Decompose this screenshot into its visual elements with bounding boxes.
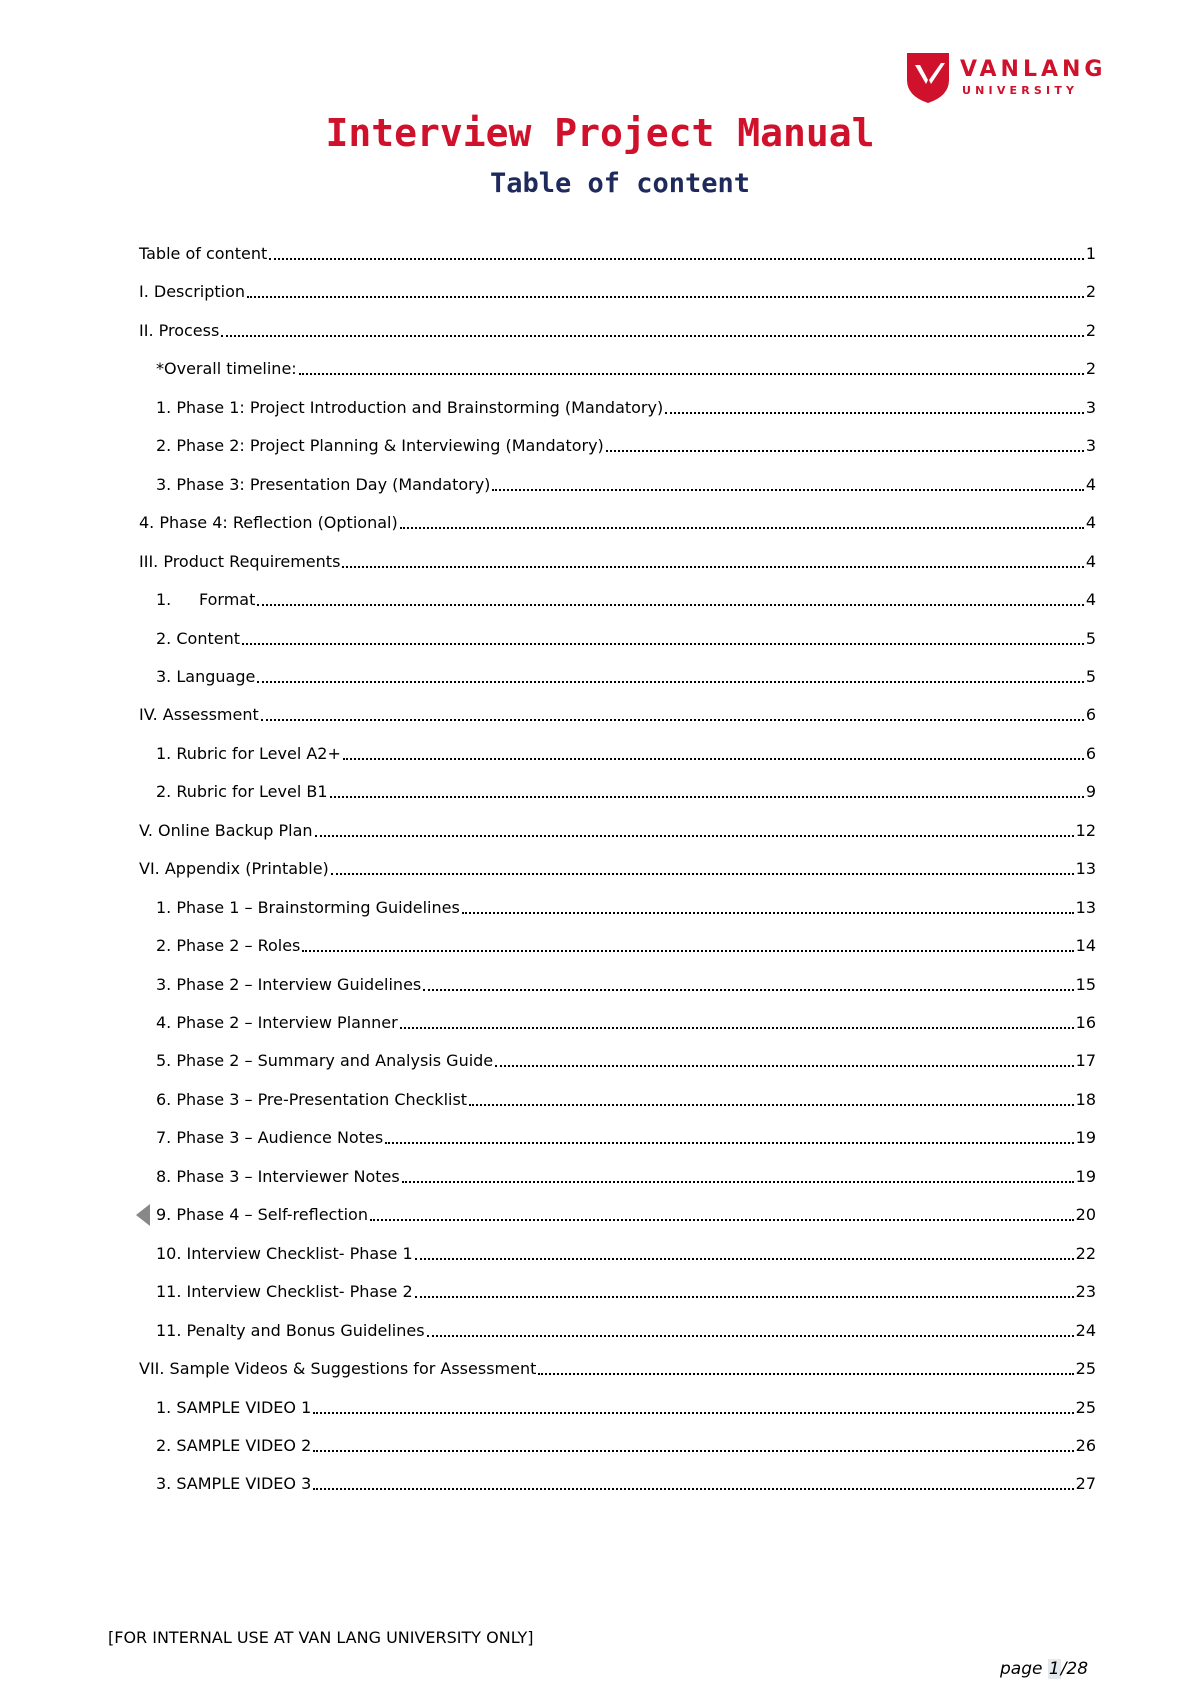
toc-entry-page: 4 xyxy=(1085,513,1096,533)
toc-entry-page: 23 xyxy=(1075,1282,1096,1302)
toc-entry-label xyxy=(156,1282,413,1302)
toc-entry-label xyxy=(156,1090,467,1110)
toc-entry-text: 3. Phase 3: Presentation Day (Mandatory) xyxy=(156,474,491,494)
toc-entry-label xyxy=(156,590,255,610)
toc-entry-text: 4. Phase 4: Reflection (Optional) xyxy=(139,513,398,533)
toc-entry-text: 1. SAMPLE VIDEO 1 xyxy=(156,1397,312,1417)
toc-entry[interactable] xyxy=(139,1276,1096,1302)
toc-entry-label xyxy=(156,936,300,956)
toc-entry[interactable] xyxy=(139,546,1096,572)
toc-entry-text: 1. Rubric for Level A2+ xyxy=(156,743,341,763)
toc-entry[interactable] xyxy=(139,1353,1096,1379)
toc-entry-label xyxy=(139,1359,536,1379)
current-page: 1 xyxy=(1048,1659,1060,1679)
toc-entry-label xyxy=(139,321,219,341)
toc-entry[interactable] xyxy=(139,969,1096,995)
toc-entry[interactable] xyxy=(139,1161,1096,1187)
toc-dot-leader xyxy=(330,796,1084,798)
toc-entry[interactable] xyxy=(139,1392,1096,1418)
toc-entry-text: II. Process xyxy=(139,320,220,340)
toc-entry-text: *Overall timeline: xyxy=(156,359,297,379)
toc-entry-text: 7. Phase 3 – Audience Notes xyxy=(156,1128,384,1148)
toc-entry-page: 4 xyxy=(1085,551,1096,571)
toc-entry-label xyxy=(156,1321,425,1341)
toc-entry[interactable] xyxy=(139,853,1096,879)
toc-entry[interactable] xyxy=(139,276,1096,302)
toc-entry-label xyxy=(139,821,313,841)
toc-dot-leader xyxy=(299,373,1084,375)
toc-entry-text: 2. SAMPLE VIDEO 2 xyxy=(156,1435,312,1455)
toc-entry-label xyxy=(139,513,398,533)
toc-entry-text: 11. Interview Checklist- Phase 2 xyxy=(156,1282,413,1302)
toc-dot-leader xyxy=(343,758,1084,760)
toc-entry-page: 17 xyxy=(1075,1051,1096,1071)
toc-entry-page: 5 xyxy=(1085,666,1096,686)
toc-entry[interactable] xyxy=(139,738,1096,764)
toc-entry-number: 1. xyxy=(156,590,172,610)
toc-entry[interactable] xyxy=(139,776,1096,802)
toc-dot-leader xyxy=(606,450,1084,452)
toc-dot-leader xyxy=(538,1373,1073,1375)
toc-dot-leader xyxy=(247,296,1084,298)
toc-entry-label xyxy=(139,244,267,264)
toc-entry[interactable] xyxy=(139,1199,1096,1225)
toc-entry-label xyxy=(156,898,460,918)
toc-dot-leader xyxy=(423,989,1073,991)
toc-entry-page: 19 xyxy=(1075,1128,1096,1148)
toc-entry-page: 26 xyxy=(1075,1435,1096,1455)
toc-entry-page: 3 xyxy=(1085,397,1096,417)
toc-entry-label xyxy=(156,782,328,802)
toc-entry-label xyxy=(139,705,259,725)
toc-entry-text: 4. Phase 2 – Interview Planner xyxy=(156,1013,398,1032)
toc-entry[interactable] xyxy=(139,392,1096,418)
logo-wordmark: VANLANG xyxy=(960,57,1107,82)
toc-entry-label xyxy=(156,1167,400,1187)
toc-entry-label xyxy=(139,552,340,572)
toc-entry-text: IV. Assessment xyxy=(139,705,259,725)
toc-entry-text: III. Product Requirements xyxy=(139,551,341,571)
toc-entry-page: 3 xyxy=(1085,436,1096,456)
toc-dot-leader xyxy=(492,489,1083,491)
toc-entry-page: 2 xyxy=(1085,282,1096,302)
toc-dot-leader xyxy=(462,912,1074,914)
toc-entry-text: 2. Phase 2: Project Planning & Interviewing (Mandatory) xyxy=(156,436,604,456)
toc-entry-text: 6. Phase 3 – Pre-Presentation Checklist xyxy=(156,1089,468,1109)
toc-entry-text: 2. Rubric for Level B1 xyxy=(156,782,328,802)
toc-entry-page: 5 xyxy=(1085,628,1096,648)
toc-dot-leader xyxy=(242,643,1084,645)
left-triangle-marker-icon xyxy=(136,1204,150,1226)
toc-entry-page: 1 xyxy=(1085,244,1096,263)
toc-entry-label xyxy=(156,359,297,379)
toc-entry-text: 11. Penalty and Bonus Guidelines xyxy=(156,1320,425,1340)
toc-dot-leader xyxy=(415,1258,1074,1260)
toc-entry-page: 13 xyxy=(1075,897,1096,917)
toc-dot-leader xyxy=(400,527,1084,529)
toc-dot-leader xyxy=(313,1488,1073,1490)
toc-entry-page: 13 xyxy=(1075,859,1096,879)
toc-entry[interactable] xyxy=(139,238,1096,264)
toc-entry-text: 1. Phase 1: Project Introduction and Brainstorming (Mandatory) xyxy=(156,397,664,417)
footer-note: [FOR INTERNAL USE AT VAN LANG UNIVERSITY ONLY] xyxy=(108,1628,534,1647)
toc-entry[interactable] xyxy=(139,661,1096,687)
toc-entry-label xyxy=(156,1398,311,1418)
toc-entry[interactable] xyxy=(139,469,1096,495)
toc-dot-leader xyxy=(269,258,1084,260)
toc-dot-leader xyxy=(313,1450,1073,1452)
document-title: Interview Project Manual xyxy=(325,111,875,155)
toc-entry-page: 6 xyxy=(1085,743,1096,763)
toc-dot-leader xyxy=(313,1412,1073,1414)
toc-entry[interactable] xyxy=(139,430,1096,456)
toc-entry-page: 12 xyxy=(1075,820,1096,840)
toc-dot-leader xyxy=(221,335,1084,337)
toc-entry-label xyxy=(156,475,490,495)
toc-entry[interactable] xyxy=(139,892,1096,918)
university-logo xyxy=(905,50,1105,105)
toc-entry-page: 9 xyxy=(1085,782,1096,802)
toc-entry-text: 3. Language xyxy=(156,666,256,686)
toc-entry-text: 1. Phase 1 – Brainstorming Guidelines xyxy=(156,897,460,917)
toc-entry-text: 8. Phase 3 – Interviewer Notes xyxy=(156,1166,400,1186)
toc-dot-leader xyxy=(370,1219,1074,1221)
toc-entry-label xyxy=(156,436,604,456)
toc-entry[interactable] xyxy=(139,1084,1096,1110)
toc-entry-page: 20 xyxy=(1075,1205,1096,1225)
toc-entry-text: V. Online Backup Plan xyxy=(139,820,313,840)
toc-dot-leader xyxy=(331,873,1074,875)
toc-entry-label xyxy=(156,667,255,687)
toc-entry-text: VII. Sample Videos & Suggestions for Assessment xyxy=(139,1359,537,1379)
toc-entry-page: 22 xyxy=(1075,1243,1096,1263)
toc-entry-label xyxy=(139,859,329,879)
toc-dot-leader xyxy=(402,1181,1074,1183)
toc-entry-page: 6 xyxy=(1085,705,1096,725)
toc-entry[interactable] xyxy=(139,1238,1096,1264)
toc-entry-label xyxy=(156,975,421,995)
shield-logo-icon xyxy=(905,50,951,105)
toc-entry-label xyxy=(156,398,663,418)
toc-dot-leader xyxy=(469,1104,1074,1106)
toc-entry-text: 2. Content xyxy=(156,628,240,648)
toc-entry-text: 5. Phase 2 – Summary and Analysis Guide xyxy=(156,1051,494,1071)
toc-dot-leader xyxy=(495,1065,1073,1067)
toc-dot-leader xyxy=(257,681,1084,683)
toc-entry[interactable] xyxy=(139,1045,1096,1071)
toc-entry-label xyxy=(156,1244,413,1264)
toc-dot-leader xyxy=(342,566,1083,568)
toc-entry-page: 4 xyxy=(1085,590,1096,610)
toc-entry-page: 4 xyxy=(1085,474,1096,494)
toc-entry-label xyxy=(156,1436,311,1456)
page-number xyxy=(1000,1659,1088,1679)
toc-dot-leader xyxy=(427,1335,1074,1337)
toc-entry-text: Format xyxy=(199,590,256,610)
toc-entry[interactable] xyxy=(139,1315,1096,1341)
toc-dot-leader xyxy=(400,1027,1074,1029)
toc-dot-leader xyxy=(315,835,1074,837)
toc-entry[interactable] xyxy=(139,353,1096,379)
toc-entry-label xyxy=(156,1051,493,1071)
toc-entry-page: 14 xyxy=(1075,936,1096,956)
toc-entry-page: 15 xyxy=(1075,974,1096,994)
toc-entry[interactable] xyxy=(139,1122,1096,1148)
toc-entry[interactable] xyxy=(139,1468,1096,1494)
toc-dot-leader xyxy=(302,950,1073,952)
toc-entry-page: 2 xyxy=(1085,320,1096,340)
toc-entry-label xyxy=(156,1128,383,1148)
toc-dot-leader xyxy=(665,412,1084,414)
toc-entry-label xyxy=(156,1474,311,1494)
toc-entry-label xyxy=(156,1013,398,1033)
toc-entry-text: 2. Phase 2 – Roles xyxy=(156,936,301,956)
toc-entry[interactable] xyxy=(139,1007,1096,1033)
toc-entry-text: 9. Phase 4 – Self-reflection xyxy=(156,1205,368,1225)
toc-entry-text: VI. Appendix (Printable) xyxy=(139,859,329,879)
page-total: /28 xyxy=(1060,1659,1089,1679)
toc-entry[interactable] xyxy=(139,1430,1096,1456)
toc-entry-text: Table of content xyxy=(139,244,268,263)
toc-entry-page: 2 xyxy=(1085,359,1096,379)
toc-entry-page: 25 xyxy=(1075,1359,1096,1379)
toc-entry-page: 16 xyxy=(1075,1013,1096,1032)
toc-entry[interactable] xyxy=(139,507,1096,533)
toc-entry-page: 25 xyxy=(1075,1397,1096,1417)
toc-entry-label xyxy=(156,1205,368,1225)
toc-entry-label xyxy=(156,744,341,764)
toc-entry-page: 24 xyxy=(1075,1320,1096,1340)
toc-dot-leader xyxy=(261,719,1084,721)
page-prefix: page xyxy=(1000,1659,1048,1679)
toc-dot-leader xyxy=(415,1296,1074,1298)
toc-entry-label xyxy=(156,629,240,649)
toc-dot-leader xyxy=(257,604,1083,606)
toc-entry[interactable] xyxy=(139,623,1096,649)
toc-entry[interactable] xyxy=(139,930,1096,956)
toc-entry-text: 3. Phase 2 – Interview Guidelines xyxy=(156,974,422,994)
toc-entry-text: 3. SAMPLE VIDEO 3 xyxy=(156,1474,312,1494)
toc-entry-text: I. Description xyxy=(139,282,246,302)
toc-entry[interactable] xyxy=(139,815,1096,841)
toc-entry[interactable] xyxy=(139,315,1096,341)
logo-subtitle: UNIVERSITY xyxy=(962,84,1079,97)
toc-heading: Table of content xyxy=(489,168,751,199)
toc-entry[interactable] xyxy=(139,699,1096,725)
toc-entry[interactable] xyxy=(139,584,1096,610)
toc-dot-leader xyxy=(385,1142,1073,1144)
toc-entry-text: 10. Interview Checklist- Phase 1 xyxy=(156,1243,413,1263)
toc-entry-page: 27 xyxy=(1075,1474,1096,1494)
toc-entry-page: 18 xyxy=(1075,1089,1096,1109)
toc-entry-label xyxy=(139,282,245,302)
toc-entry-page: 19 xyxy=(1075,1166,1096,1186)
